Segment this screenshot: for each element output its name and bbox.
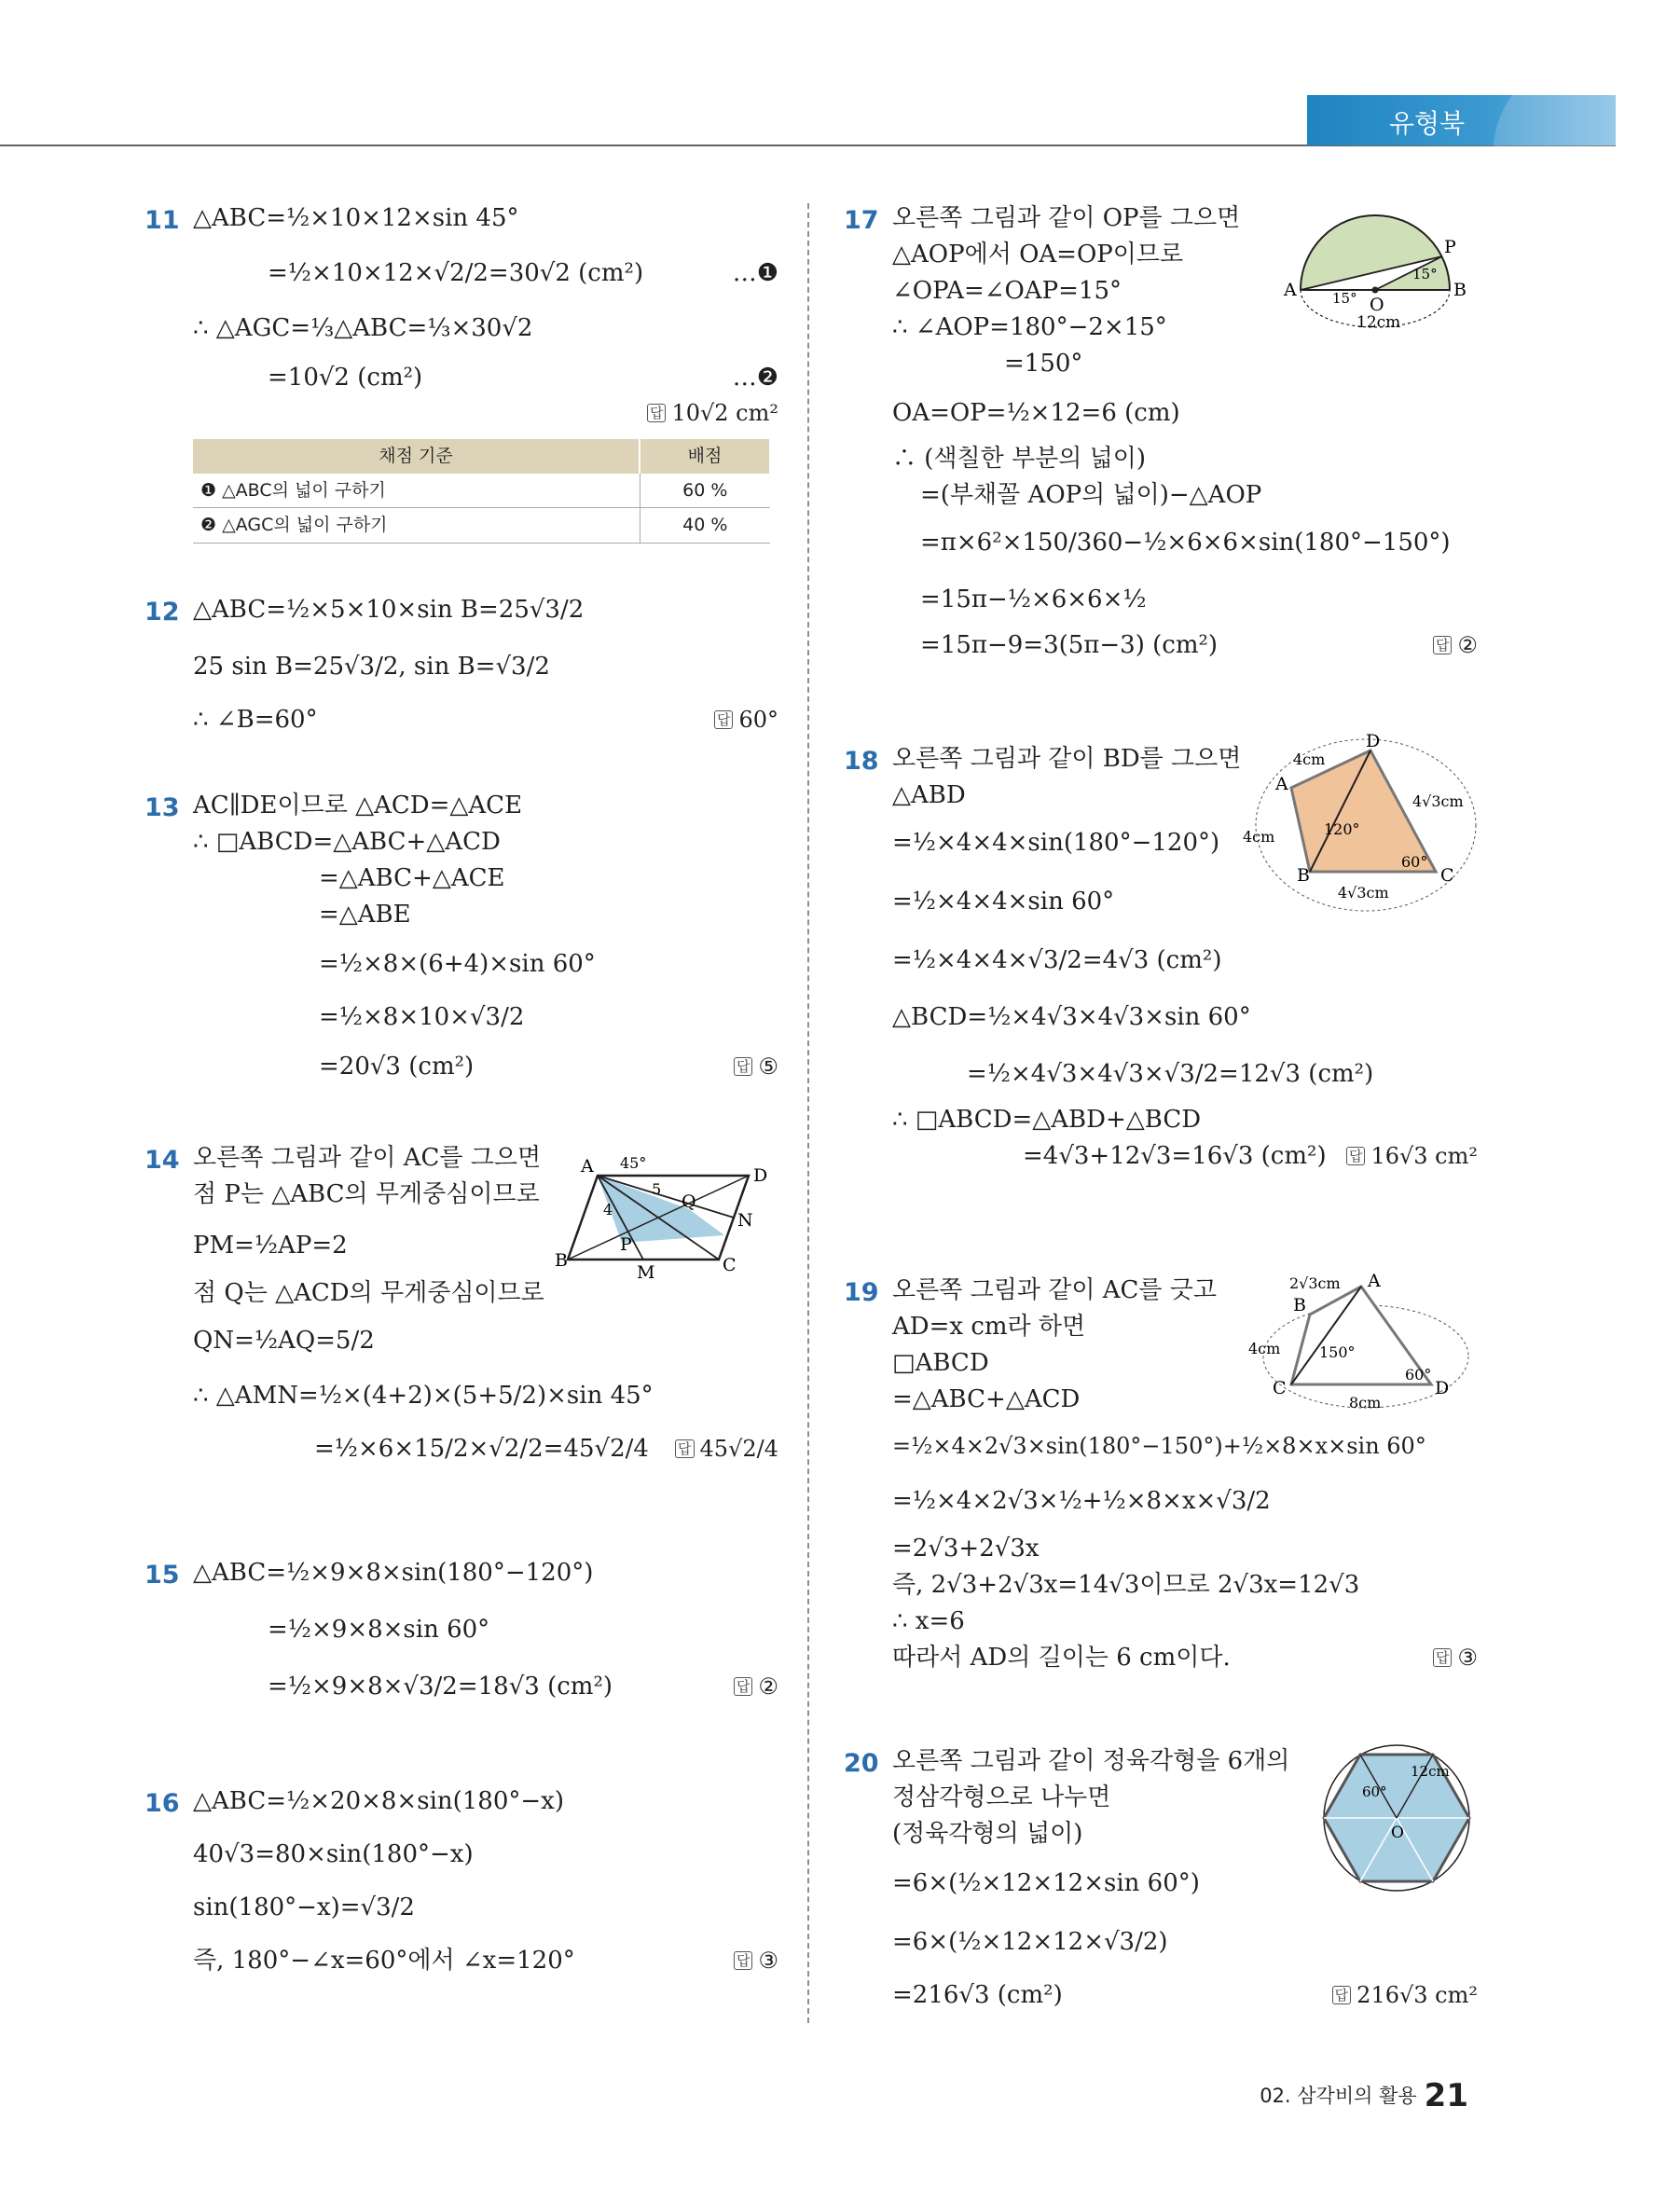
solution-line: =½×6×15/2×√2/2=45√2/4 bbox=[314, 1435, 649, 1463]
label-c: C bbox=[723, 1255, 737, 1275]
solution-line: ∴ △AMN=½×(4+2)×(5+5/2)×sin 45° bbox=[193, 1382, 654, 1410]
label-ad: 4cm bbox=[1293, 750, 1326, 768]
label-d: D bbox=[1366, 731, 1381, 751]
solution-line: =6×(½×12×12×sin 60°) bbox=[892, 1869, 1200, 1897]
answer: 답 45√2/4 bbox=[145, 1432, 778, 1466]
answer: 답 ③ bbox=[844, 1641, 1478, 1674]
quadrilateral-figure-19 bbox=[1245, 1268, 1478, 1417]
page-number: 21 bbox=[1424, 2077, 1468, 2114]
problem-11 bbox=[145, 200, 778, 592]
problem-number: 14 bbox=[145, 1146, 180, 1175]
label-m: M bbox=[637, 1262, 655, 1283]
label-cd: 8cm bbox=[1349, 1394, 1382, 1411]
solution-line: 오른쪽 그림과 같이 BD를 그으면 bbox=[892, 745, 1242, 773]
grading-table bbox=[193, 439, 771, 544]
solution-line: =½×4×4×√3/2=4√3 (cm²) bbox=[892, 946, 1222, 974]
label-angle-60: 60° bbox=[1401, 853, 1428, 871]
solution-line: =10√2 (cm²) …❷ bbox=[193, 360, 778, 396]
label-angle-p: 15° bbox=[1412, 266, 1438, 282]
label-b: B bbox=[555, 1250, 568, 1271]
problem-17 bbox=[844, 200, 1478, 741]
label-p: P bbox=[620, 1234, 632, 1255]
label-b: B bbox=[1293, 1295, 1306, 1315]
table-cell: 60 % bbox=[640, 474, 770, 508]
label-q: Q bbox=[682, 1191, 696, 1212]
problem-number: 12 bbox=[145, 598, 180, 626]
solution-line: △AOP에서 OA=OP이므로 bbox=[892, 241, 1184, 268]
solution-line: 오른쪽 그림과 같이 AC를 그으면 bbox=[193, 1144, 542, 1172]
solution-line: =20√3 (cm²) bbox=[319, 1053, 475, 1081]
label-angle-150: 150° bbox=[1319, 1343, 1356, 1361]
problem-number: 15 bbox=[145, 1561, 180, 1590]
table-cell: 40 % bbox=[640, 508, 770, 544]
solution-line: =4√3+12√3=16√3 (cm²) bbox=[1023, 1142, 1327, 1170]
label-n: N bbox=[737, 1210, 753, 1231]
solution-line: (정육각형의 넓이) bbox=[892, 1820, 1083, 1848]
problem-15 bbox=[145, 1555, 778, 1783]
solution-line: =½×4×2√3×½+½×8×x×√3/2 bbox=[892, 1487, 1271, 1515]
problem-20 bbox=[844, 1743, 1478, 2012]
label-length: 12cm bbox=[1411, 1763, 1450, 1780]
solution-line: ∴ ∠B=60° bbox=[193, 706, 318, 734]
label-d: D bbox=[1435, 1378, 1450, 1398]
solution-line: 점 Q는 △ACD의 무게중심이므로 bbox=[193, 1279, 544, 1307]
problem-number: 19 bbox=[844, 1278, 879, 1307]
left-column bbox=[145, 200, 778, 1977]
problem-number: 13 bbox=[145, 793, 180, 822]
solution-line: =(부채꼴 AOP의 넓이)−△AOP bbox=[920, 481, 1262, 509]
solution-line: ∴ (색칠한 부분의 넓이) bbox=[892, 445, 1147, 473]
solution-line: △ABC=½×10×12×sin 45° bbox=[193, 204, 519, 232]
problem-number: 17 bbox=[844, 206, 879, 235]
solution-line: △BCD=½×4√3×4√3×sin 60° bbox=[892, 1003, 1251, 1031]
solution-line: =½×4×4×sin 60° bbox=[892, 888, 1115, 916]
solution-line: sin(180°−x)=√3/2 bbox=[193, 1893, 415, 1921]
solution-line: ∴ □ABCD=△ABC+△ACD bbox=[193, 828, 501, 856]
label-angle-60: 60° bbox=[1362, 1783, 1387, 1800]
solution-line: 정삼각형으로 나누면 bbox=[892, 1783, 1111, 1811]
problem-14 bbox=[145, 1140, 778, 1555]
label-bc: 4cm bbox=[1248, 1340, 1281, 1357]
label-o: O bbox=[1370, 295, 1384, 315]
solution-line: 오른쪽 그림과 같이 정육각형을 6개의 bbox=[892, 1747, 1290, 1775]
solution-line: =15π−9=3(5π−3) (cm²) bbox=[920, 631, 1219, 659]
label-a: A bbox=[581, 1156, 594, 1177]
solution-line: =15π−½×6×6×½ bbox=[920, 585, 1147, 613]
section-tab-label: 유형북 bbox=[1389, 108, 1466, 139]
label-c: C bbox=[1440, 865, 1454, 886]
table-cell: ❶ △ABC의 넓이 구하기 bbox=[193, 474, 640, 508]
solution-line: =△ABC+△ACD bbox=[892, 1385, 1081, 1413]
column-divider bbox=[807, 203, 809, 2023]
solution-line: ∴ △AGC=⅓△ABC=⅓×30√2 bbox=[193, 314, 533, 342]
solution-line: □ABCD bbox=[892, 1349, 989, 1377]
solution-line: 오른쪽 그림과 같이 OP를 그으면 bbox=[892, 204, 1241, 232]
label-angle-60: 60° bbox=[1405, 1366, 1432, 1384]
solution-line: =6×(½×12×12×√3/2) bbox=[892, 1928, 1168, 1956]
label-length: 12cm bbox=[1356, 313, 1401, 332]
label-b: B bbox=[1453, 280, 1467, 300]
problem-number: 18 bbox=[844, 747, 879, 776]
answer: 답 60° bbox=[145, 703, 778, 737]
answer: 답 216√3 cm² bbox=[844, 1978, 1478, 2012]
problem-number: 11 bbox=[145, 206, 180, 235]
section-tab bbox=[1307, 95, 1616, 145]
label-angle: 45° bbox=[620, 1154, 647, 1172]
answer: 답 10√2 cm² bbox=[145, 396, 778, 430]
problem-number: 16 bbox=[145, 1789, 180, 1818]
solution-line: AC∥DE이므로 △ACD=△ACE bbox=[193, 792, 523, 819]
solution-line: =½×8×10×√3/2 bbox=[319, 1003, 525, 1031]
solution-line: =△ABC+△ACE bbox=[319, 864, 505, 892]
label-angle-120: 120° bbox=[1324, 820, 1360, 838]
label-c: C bbox=[1273, 1378, 1287, 1398]
problem-13 bbox=[145, 788, 778, 1140]
quadrilateral-figure bbox=[1235, 732, 1478, 918]
solution-line: =½×8×(6+4)×sin 60° bbox=[319, 950, 596, 978]
problem-18 bbox=[844, 731, 1478, 1273]
solution-line: ∴ x=6 bbox=[892, 1607, 965, 1635]
label-d: D bbox=[753, 1165, 768, 1186]
label-a: A bbox=[1275, 774, 1288, 794]
problem-12 bbox=[145, 592, 778, 788]
label-p: P bbox=[1444, 237, 1456, 257]
center-o bbox=[1372, 287, 1379, 294]
solution-line: =½×4×4×sin(180°−120°) bbox=[892, 829, 1220, 857]
label-angle-a: 15° bbox=[1332, 290, 1357, 307]
label-a: A bbox=[1284, 280, 1297, 300]
solution-line: =216√3 (cm²) bbox=[892, 1981, 1063, 2009]
label-o: O bbox=[1391, 1824, 1404, 1842]
solution-line: 즉, 2√3+2√3x=14√3이므로 2√3x=12√3 bbox=[892, 1571, 1360, 1599]
chapter-title: 02. 삼각비의 활용 bbox=[1260, 2085, 1417, 2107]
answer: 답 ⑤ bbox=[145, 1050, 778, 1083]
solution-line: QN=½AQ=5/2 bbox=[193, 1327, 375, 1355]
step-marker: …❷ bbox=[732, 364, 778, 392]
hexagon-figure bbox=[1317, 1739, 1476, 1897]
label-ab: 2√3cm bbox=[1289, 1274, 1341, 1292]
solution-line: =½×4√3×4√3×√3/2=12√3 (cm²) bbox=[967, 1060, 1374, 1088]
label-ab: 4cm bbox=[1243, 828, 1275, 846]
solution-line: ∠OPA=∠OAP=15° bbox=[892, 277, 1122, 305]
problem-16 bbox=[145, 1783, 778, 1977]
page-footer bbox=[1260, 2077, 1468, 2114]
answer: 답 ③ bbox=[145, 1944, 778, 1977]
solution-line: =△ABE bbox=[319, 901, 411, 929]
solution-line: =½×9×8×√3/2=18√3 (cm²) bbox=[268, 1673, 613, 1700]
right-column bbox=[844, 200, 1478, 2012]
problem-number: 20 bbox=[844, 1749, 879, 1778]
solution-line: AD=x cm라 하면 bbox=[892, 1313, 1086, 1341]
solution-line: OA=OP=½×12=6 (cm) bbox=[892, 399, 1180, 427]
solution-line: =½×10×12×√2/2=30√2 (cm²) …❶ bbox=[193, 255, 778, 292]
problem-19 bbox=[844, 1273, 1478, 1743]
solution-line: 즉, 180°−∠x=60°에서 ∠x=120° bbox=[193, 1947, 575, 1975]
solution-line: =150° bbox=[1004, 350, 1083, 378]
solution-line: △ABC=½×20×8×sin(180°−x) bbox=[193, 1787, 564, 1815]
solution-line: 25 sin B=25√3/2, sin B=√3/2 bbox=[193, 653, 550, 681]
step-marker: …❶ bbox=[732, 259, 778, 287]
solution-line: =π×6²×150/360−½×6×6×sin(180°−150°) bbox=[920, 529, 1451, 557]
label-dc: 4√3cm bbox=[1412, 792, 1464, 810]
solution-line: =½×4×2√3×sin(180°−150°)+½×8×x×sin 60° bbox=[892, 1433, 1426, 1459]
semicircle-figure bbox=[1273, 200, 1478, 331]
solution-line: =2√3+2√3x bbox=[892, 1535, 1040, 1563]
answer: 답 ② bbox=[145, 1670, 778, 1703]
label-len4: 4 bbox=[603, 1201, 613, 1219]
table-header: 배점 bbox=[640, 439, 770, 474]
answer: 답 16√3 cm² bbox=[844, 1139, 1478, 1173]
label-bc: 4√3cm bbox=[1338, 884, 1389, 902]
answer: 답 ② bbox=[844, 628, 1478, 662]
solution-line: ∴ ∠AOP=180°−2×15° bbox=[892, 313, 1167, 341]
solution-line: ∴ □ABCD=△ABD+△BCD bbox=[892, 1106, 1202, 1134]
table-cell: ❷ △AGC의 넓이 구하기 bbox=[193, 508, 640, 544]
solution-line: 오른쪽 그림과 같이 AC를 긋고 bbox=[892, 1276, 1218, 1304]
solution-line: △ABD bbox=[892, 781, 966, 809]
solution-line: =½×9×8×sin 60° bbox=[268, 1616, 490, 1644]
parallelogram-figure bbox=[555, 1140, 777, 1283]
solution-line: 점 P는 △ABC의 무게중심이므로 bbox=[193, 1180, 540, 1208]
solution-line: 따라서 AD의 길이는 6 cm이다. bbox=[892, 1644, 1231, 1672]
solution-line: △ABC=½×5×10×sin B=25√3/2 bbox=[193, 596, 585, 624]
table-header: 채점 기준 bbox=[193, 439, 640, 474]
label-b: B bbox=[1297, 865, 1310, 886]
label-len5: 5 bbox=[652, 1180, 662, 1198]
solution-line: 40√3=80×sin(180°−x) bbox=[193, 1840, 474, 1868]
solution-line: △ABC=½×9×8×sin(180°−120°) bbox=[193, 1559, 594, 1587]
label-a: A bbox=[1368, 1271, 1381, 1291]
solution-line: PM=½AP=2 bbox=[193, 1232, 348, 1260]
